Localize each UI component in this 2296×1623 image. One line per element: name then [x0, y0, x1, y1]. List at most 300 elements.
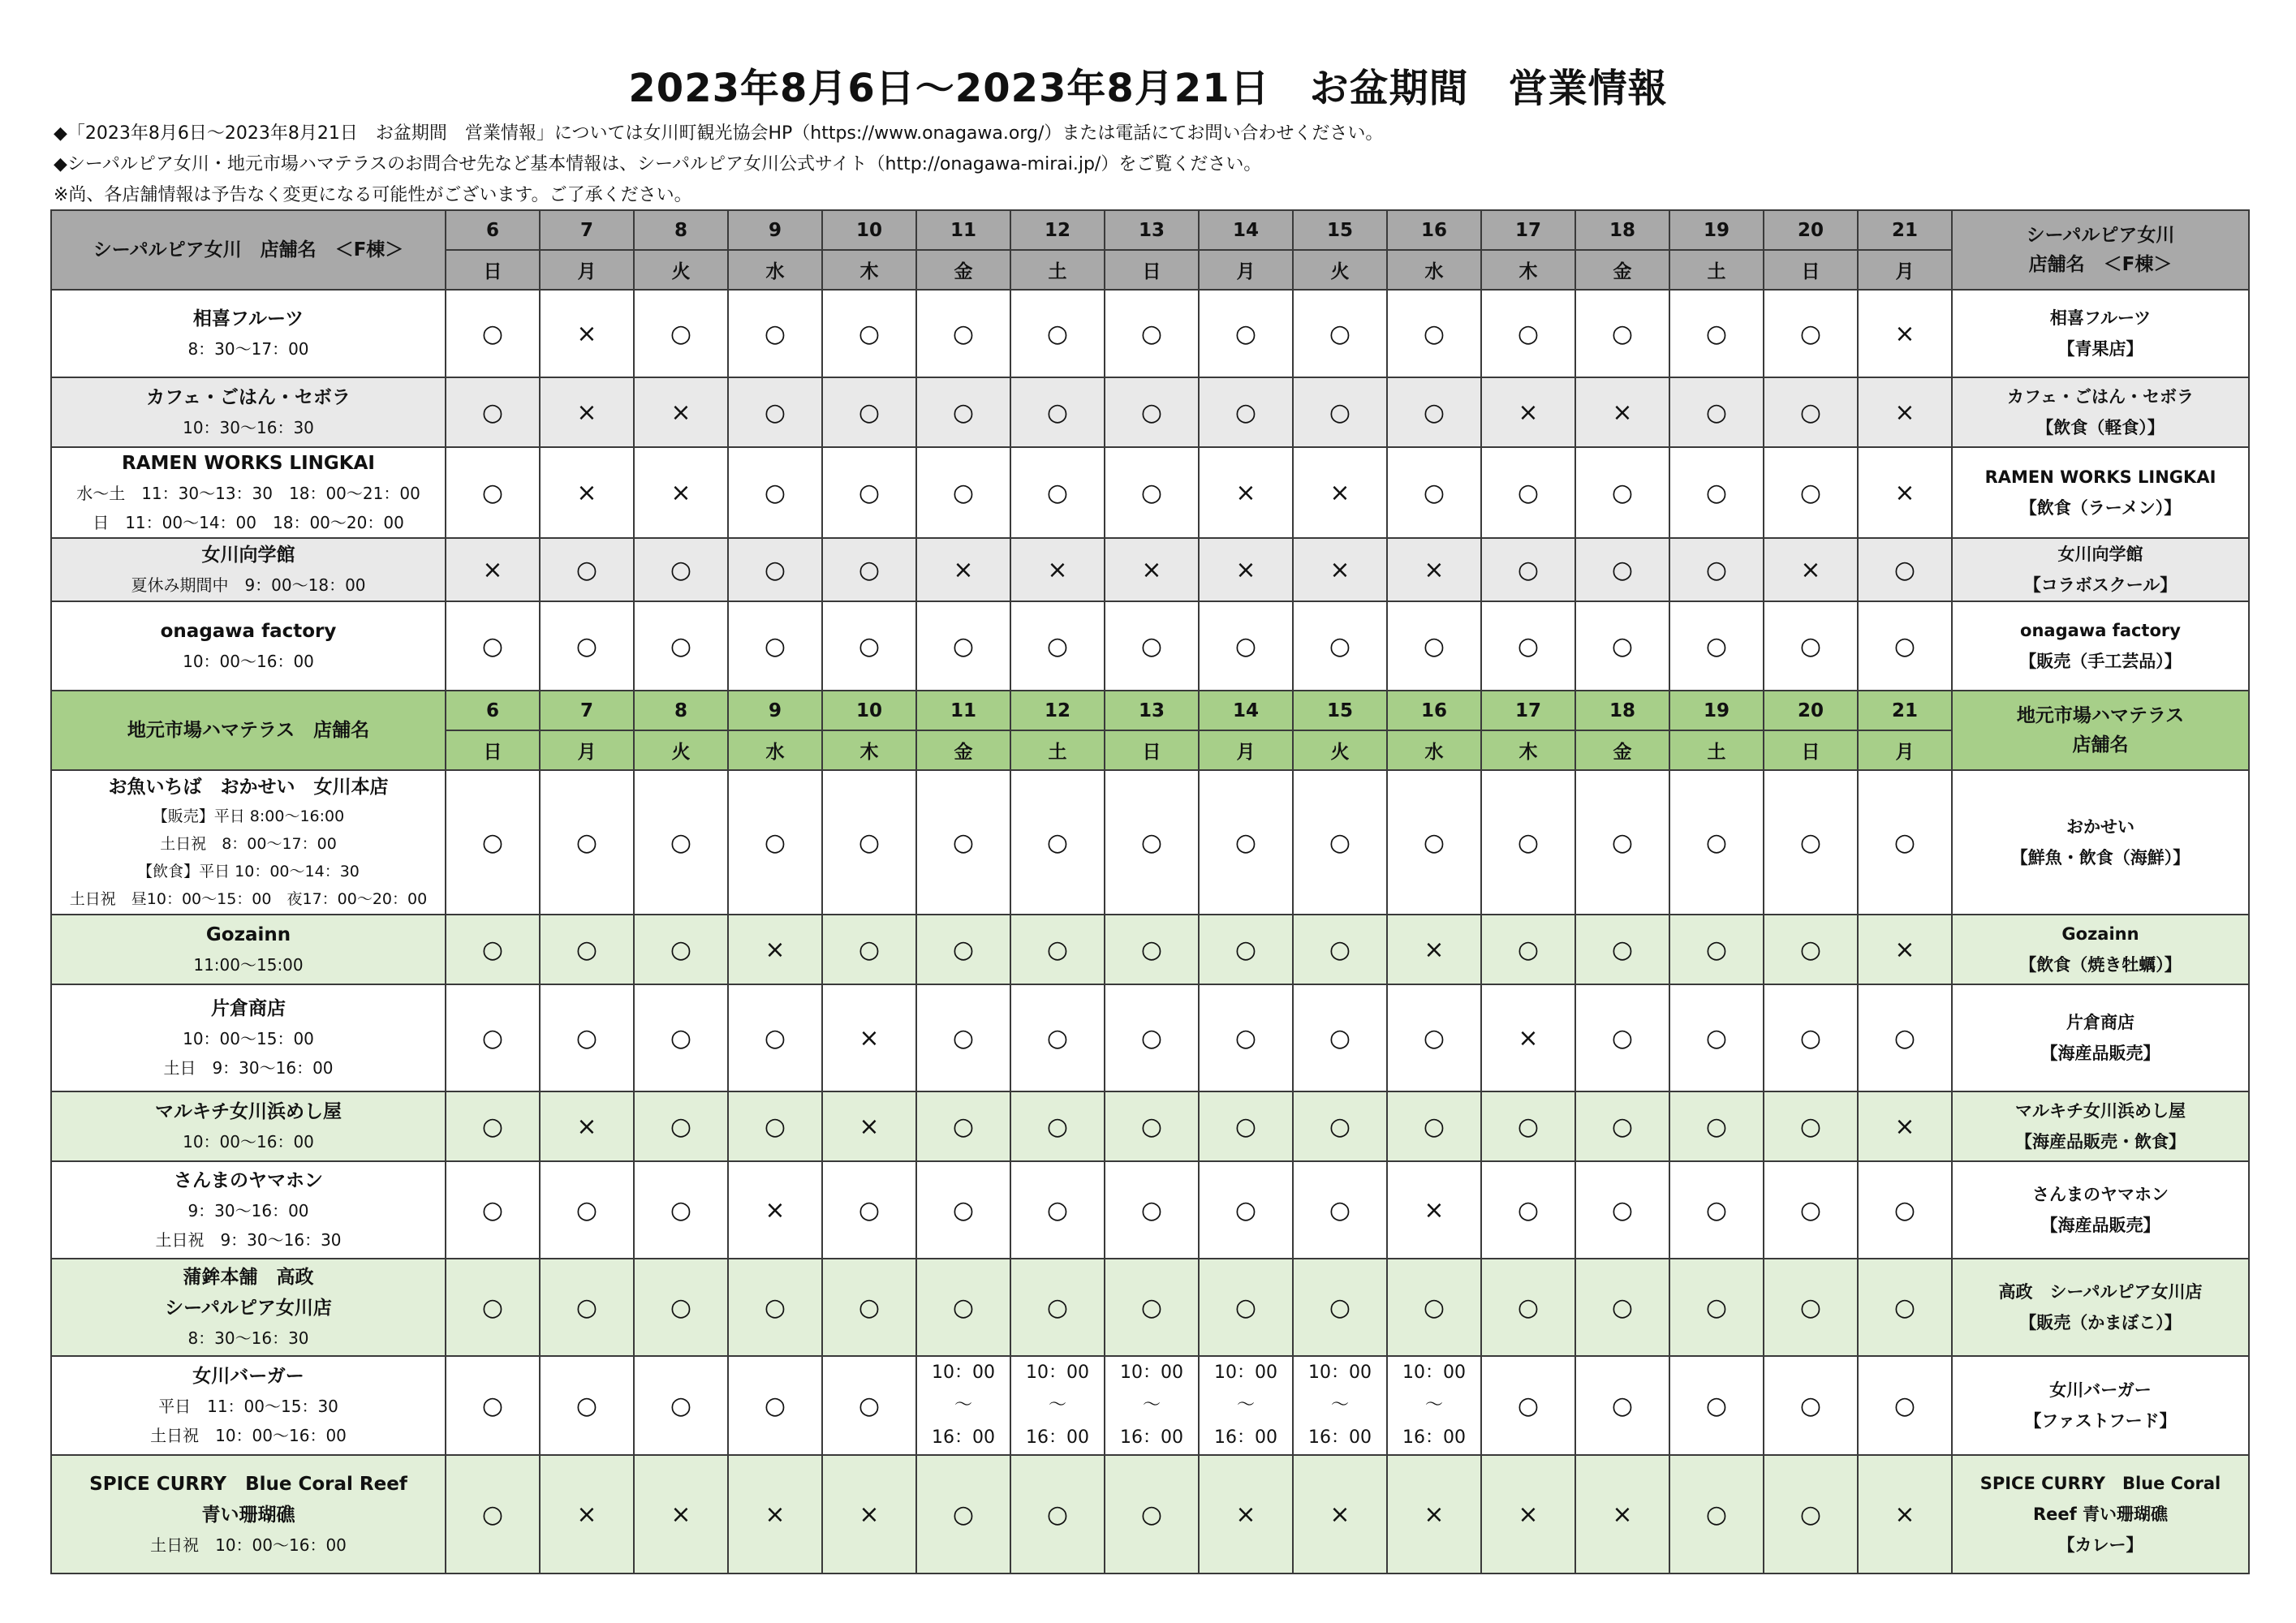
closed-mark: ×: [822, 1455, 916, 1573]
store-category-line: 【コラボスクール】: [2023, 575, 2178, 595]
store-category-line: 【青果店】: [2057, 339, 2143, 359]
open-mark: ○: [1199, 915, 1293, 984]
store-category-line: SPICE CURRY Blue Coral: [1979, 1474, 2221, 1493]
open-mark: ○: [916, 290, 1010, 377]
open-mark: ○: [1669, 915, 1764, 984]
open-mark: ○: [1481, 770, 1575, 915]
day-number: 10: [822, 691, 916, 730]
day-cell-hours: [916, 1356, 1010, 1455]
store-name-cell: [51, 984, 446, 1091]
open-mark: ○: [822, 290, 916, 377]
store-category-line: onagawa factory: [2020, 621, 2181, 640]
open-mark: ○: [634, 1091, 728, 1161]
open-mark: ○: [634, 290, 728, 377]
store-hours: 8：30～17：00: [187, 339, 309, 359]
open-mark: ○: [1293, 601, 1387, 691]
open-mark: ○: [1669, 770, 1764, 915]
weekday: 火: [1293, 730, 1387, 770]
day-number: 13: [1105, 210, 1199, 250]
open-mark: ○: [1858, 538, 1952, 601]
page-title: 2023年8月6日～2023年8月21日 お盆期間 営業情報: [628, 66, 1668, 111]
weekday: 土: [1669, 730, 1764, 770]
weekday: 月: [1199, 250, 1293, 290]
closed-mark: ×: [1199, 538, 1293, 601]
open-mark: ○: [822, 601, 916, 691]
open-mark: ○: [540, 1356, 634, 1455]
day-number: 11: [916, 691, 1010, 730]
open-mark: ○: [1387, 770, 1481, 915]
open-mark: ○: [728, 1356, 822, 1455]
store-hours: 11:00～15:00: [193, 955, 304, 975]
store-row: [51, 1091, 2249, 1161]
store-name-cell: [51, 770, 446, 915]
day-number: 12: [1010, 691, 1105, 730]
weekday: 日: [1764, 250, 1858, 290]
day-number: 14: [1199, 691, 1293, 730]
open-mark: ○: [1764, 1091, 1858, 1161]
open-mark: ○: [1764, 601, 1858, 691]
open-mark: ○: [1293, 1161, 1387, 1259]
open-mark: ○: [540, 538, 634, 601]
store-name: onagawa factory: [160, 621, 337, 642]
day-number: 18: [1575, 210, 1669, 250]
open-mark: ○: [1105, 915, 1199, 984]
closed-mark: ×: [1858, 447, 1952, 538]
open-mark: ○: [446, 1356, 540, 1455]
open-mark: ○: [1199, 1091, 1293, 1161]
open-mark: ○: [1764, 1259, 1858, 1356]
store-category-line: さんまのヤマホン: [2032, 1185, 2169, 1204]
day-number: 15: [1293, 691, 1387, 730]
open-mark: ○: [1669, 538, 1764, 601]
store-row: [51, 601, 2249, 691]
closed-mark: ×: [634, 447, 728, 538]
weekday: 月: [1858, 730, 1952, 770]
open-mark: ○: [446, 1455, 540, 1573]
special-hours: 10：00 ～ 16：00: [932, 1363, 995, 1448]
header-row: [51, 210, 2249, 250]
store-hours: 土日祝 10：00～16：00: [150, 1426, 347, 1445]
open-mark: ○: [1387, 377, 1481, 447]
day-number: 6: [446, 210, 540, 250]
section-header-right-line: シーパルピア女川: [2026, 225, 2175, 246]
store-hours: 日 11：00～14：00 18：00～20：00: [93, 513, 404, 532]
special-hours: 10：00 ～ 16：00: [1214, 1363, 1277, 1448]
open-mark: ○: [1293, 377, 1387, 447]
open-mark: ○: [446, 1259, 540, 1356]
open-mark: ○: [822, 447, 916, 538]
open-mark: ○: [540, 1161, 634, 1259]
open-mark: ○: [1199, 1161, 1293, 1259]
closed-mark: ×: [1481, 984, 1575, 1091]
open-mark: ○: [1105, 1161, 1199, 1259]
store-category-line: 【ファストフード】: [2024, 1411, 2177, 1431]
store-category-line: 【カレー】: [2057, 1535, 2143, 1555]
store-name: 相喜フルーツ: [192, 308, 304, 329]
weekday: 水: [1387, 730, 1481, 770]
store-category-line: 片倉商店: [2066, 1013, 2134, 1032]
day-number: 21: [1858, 210, 1952, 250]
open-mark: ○: [916, 601, 1010, 691]
store-hours: 土日祝 8：00～17：00: [160, 835, 337, 853]
open-mark: ○: [728, 601, 822, 691]
open-mark: ○: [540, 1259, 634, 1356]
open-mark: ○: [1010, 601, 1105, 691]
open-mark: ○: [1293, 1091, 1387, 1161]
open-mark: ○: [1764, 1356, 1858, 1455]
open-mark: ○: [1105, 290, 1199, 377]
day-number: 13: [1105, 691, 1199, 730]
open-mark: ○: [446, 915, 540, 984]
store-category-line: 【飲食（軽食）】: [2036, 418, 2165, 437]
open-mark: ○: [634, 538, 728, 601]
day-number: 7: [540, 691, 634, 730]
store-name: SPICE CURRY Blue Coral Reef: [89, 1474, 407, 1495]
day-number: 20: [1764, 210, 1858, 250]
day-cell-hours: [1387, 1356, 1481, 1455]
closed-mark: ×: [1387, 538, 1481, 601]
open-mark: ○: [916, 1455, 1010, 1573]
store-hours: 10：00～16：00: [183, 1132, 314, 1152]
open-mark: ○: [728, 447, 822, 538]
open-mark: ○: [1575, 1091, 1669, 1161]
open-mark: ○: [1481, 538, 1575, 601]
open-mark: ○: [1669, 290, 1764, 377]
open-mark: ○: [1575, 447, 1669, 538]
store-category-cell: [1952, 1455, 2249, 1573]
day-number: 8: [634, 691, 728, 730]
open-mark: ○: [634, 984, 728, 1091]
closed-mark: ×: [1293, 1455, 1387, 1573]
open-mark: ○: [1199, 770, 1293, 915]
open-mark: ○: [728, 290, 822, 377]
day-number: 17: [1481, 691, 1575, 730]
open-mark: ○: [1481, 915, 1575, 984]
open-mark: ○: [1387, 1091, 1481, 1161]
open-mark: ○: [1669, 1161, 1764, 1259]
store-row: [51, 447, 2249, 538]
store-name-cell: [51, 538, 446, 601]
open-mark: ○: [446, 290, 540, 377]
closed-mark: ×: [1105, 538, 1199, 601]
store-category-cell: [1952, 915, 2249, 984]
open-mark: ○: [446, 447, 540, 538]
section-hamaterrace: [51, 691, 2249, 1573]
store-category-line: 高政 シーパルピア女川店: [1998, 1282, 2203, 1302]
open-mark: ○: [1575, 770, 1669, 915]
open-mark: ○: [634, 601, 728, 691]
closed-mark: ×: [1010, 538, 1105, 601]
note-line: ◆シーパルピア女川・地元市場ハマテラスのお問合せ先など基本情報は、シーパルピア女川公式サイト（http://onagawa-mirai.jp/）をご覧ください。: [54, 154, 1262, 174]
open-mark: ○: [1764, 1455, 1858, 1573]
open-mark: ○: [1481, 1356, 1575, 1455]
weekday: 火: [634, 730, 728, 770]
closed-mark: ×: [1199, 447, 1293, 538]
store-name: 女川バーガー: [192, 1366, 304, 1387]
store-name-cell: [51, 915, 446, 984]
weekday: 金: [1575, 730, 1669, 770]
store-hours: 【販売】平日 8:00～16:00: [152, 807, 345, 825]
open-mark: ○: [1481, 1091, 1575, 1161]
section-header-left: シーパルピア女川 店舗名 ＜F棟＞: [51, 210, 446, 290]
weekday: 木: [822, 250, 916, 290]
open-mark: ○: [1010, 1259, 1105, 1356]
open-mark: ○: [446, 984, 540, 1091]
store-row: [51, 1161, 2249, 1259]
open-mark: ○: [1764, 984, 1858, 1091]
open-mark: ○: [446, 1161, 540, 1259]
weekday: 金: [916, 730, 1010, 770]
open-mark: ○: [728, 377, 822, 447]
store-category-cell: [1952, 1259, 2249, 1356]
open-mark: ○: [1387, 601, 1481, 691]
open-mark: ○: [1764, 447, 1858, 538]
section-header-right-line: 地元市場ハマテラス: [2016, 705, 2185, 726]
day-cell-hours: [1105, 1356, 1199, 1455]
open-mark: ○: [1669, 1356, 1764, 1455]
closed-mark: ×: [634, 377, 728, 447]
closed-mark: ×: [728, 915, 822, 984]
weekday: 月: [1199, 730, 1293, 770]
open-mark: ○: [1575, 1259, 1669, 1356]
store-category-line: RAMEN WORKS LINGKAI: [1984, 467, 2216, 487]
open-mark: ○: [916, 1161, 1010, 1259]
open-mark: ○: [916, 984, 1010, 1091]
open-mark: ○: [1010, 447, 1105, 538]
open-mark: ○: [1010, 915, 1105, 984]
weekday: 金: [1575, 250, 1669, 290]
closed-mark: ×: [1387, 1455, 1481, 1573]
special-hours: 10：00 ～ 16：00: [1308, 1363, 1372, 1448]
section-header-right: [1952, 210, 2249, 290]
day-number: 19: [1669, 210, 1764, 250]
store-name: 蒲鉾本舗 高政: [183, 1267, 314, 1288]
weekday: 日: [446, 730, 540, 770]
open-mark: ○: [1575, 538, 1669, 601]
open-mark: ○: [916, 1091, 1010, 1161]
store-hours: 平日 11：00～15：30: [158, 1397, 338, 1416]
open-mark: ○: [1199, 377, 1293, 447]
store-name: 女川向学館: [201, 545, 295, 566]
open-mark: ○: [446, 770, 540, 915]
weekday: 日: [1105, 250, 1199, 290]
closed-mark: ×: [634, 1455, 728, 1573]
open-mark: ○: [822, 538, 916, 601]
section-header-right-line: 店舗名: [2072, 734, 2129, 756]
open-mark: ○: [1669, 1259, 1764, 1356]
open-mark: ○: [1199, 1259, 1293, 1356]
store-name: カフェ・ごはん・セボラ: [146, 387, 351, 408]
store-hours: 土日祝 昼10：00～15：00 夜17：00～20：00: [69, 890, 428, 908]
closed-mark: ×: [540, 377, 634, 447]
open-mark: ○: [916, 915, 1010, 984]
section-header-right-line: 店舗名 ＜F棟＞: [2028, 254, 2173, 275]
open-mark: ○: [1764, 1161, 1858, 1259]
day-cell-hours: [1293, 1356, 1387, 1455]
closed-mark: ×: [1387, 915, 1481, 984]
store-name-cell: [51, 447, 446, 538]
store-name: マルキチ女川浜めし屋: [155, 1101, 342, 1122]
store-hours: 10：00～16：00: [183, 652, 314, 671]
open-mark: ○: [1105, 377, 1199, 447]
open-mark: ○: [1010, 770, 1105, 915]
day-cell-hours: [1199, 1356, 1293, 1455]
store-category-cell: [1952, 1091, 2249, 1161]
store-row: [51, 377, 2249, 447]
store-name: お魚いちば おかせい 女川本店: [108, 777, 389, 798]
weekday: 日: [1764, 730, 1858, 770]
open-mark: ○: [822, 1161, 916, 1259]
closed-mark: ×: [916, 538, 1010, 601]
open-mark: ○: [1575, 915, 1669, 984]
open-mark: ○: [1387, 290, 1481, 377]
store-category-line: Reef 青い珊瑚礁: [2032, 1505, 2169, 1524]
store-hours: 夏休み期間中 9：00～18：00: [131, 575, 366, 595]
day-number: 16: [1387, 691, 1481, 730]
open-mark: ○: [728, 538, 822, 601]
store-name: Gozainn: [205, 924, 291, 945]
weekday: 木: [1481, 730, 1575, 770]
store-category-cell: [1952, 538, 2249, 601]
open-mark: ○: [1105, 601, 1199, 691]
closed-mark: ×: [728, 1161, 822, 1259]
open-mark: ○: [1293, 290, 1387, 377]
open-mark: ○: [540, 984, 634, 1091]
store-row: [51, 1455, 2249, 1573]
closed-mark: ×: [1575, 1455, 1669, 1573]
store-name-cell: [51, 1259, 446, 1356]
open-mark: ○: [1010, 1455, 1105, 1573]
day-number: 9: [728, 691, 822, 730]
open-mark: ○: [634, 1356, 728, 1455]
weekday: 水: [728, 250, 822, 290]
weekday: 月: [540, 730, 634, 770]
open-mark: ○: [1575, 601, 1669, 691]
note-line: ※尚、各店舗情報は予告なく変更になる可能性がございます。ご了承ください。: [54, 185, 692, 205]
closed-mark: ×: [1199, 1455, 1293, 1573]
store-name: 片倉商店: [211, 998, 286, 1019]
store-row: [51, 1259, 2249, 1356]
open-mark: ○: [1293, 770, 1387, 915]
weekday: 水: [728, 730, 822, 770]
open-mark: ○: [1105, 1091, 1199, 1161]
closed-mark: ×: [1764, 538, 1858, 601]
special-hours: 10：00 ～ 16：00: [1026, 1363, 1089, 1448]
store-hours: 水～土 11：30～13：30 18：00～21：00: [76, 484, 420, 503]
weekday: 日: [1105, 730, 1199, 770]
store-name-cell: [51, 1091, 446, 1161]
open-mark: ○: [916, 1259, 1010, 1356]
open-mark: ○: [634, 1161, 728, 1259]
day-number: 17: [1481, 210, 1575, 250]
open-mark: ○: [1199, 290, 1293, 377]
open-mark: ○: [1481, 1161, 1575, 1259]
closed-mark: ×: [1387, 1161, 1481, 1259]
store-name-cell: [51, 601, 446, 691]
open-mark: ○: [540, 601, 634, 691]
open-mark: ○: [1858, 984, 1952, 1091]
store-category-line: 【飲食（焼き牡蠣）】: [2019, 955, 2182, 975]
open-mark: ○: [1293, 984, 1387, 1091]
open-mark: ○: [1105, 1455, 1199, 1573]
open-mark: ○: [634, 1259, 728, 1356]
special-hours: 10：00 ～ 16：00: [1120, 1363, 1183, 1448]
open-mark: ○: [1481, 601, 1575, 691]
open-mark: ○: [1669, 984, 1764, 1091]
day-cell-hours: [1010, 1356, 1105, 1455]
closed-mark: ×: [728, 1455, 822, 1573]
store-category-cell: [1952, 290, 2249, 377]
store-hours: 10：00～15：00: [183, 1029, 314, 1048]
open-mark: ○: [1764, 915, 1858, 984]
day-number: 10: [822, 210, 916, 250]
open-mark: ○: [822, 915, 916, 984]
open-mark: ○: [1387, 447, 1481, 538]
open-mark: ○: [446, 1091, 540, 1161]
open-mark: ○: [1764, 377, 1858, 447]
open-mark: ○: [1858, 1161, 1952, 1259]
day-number: 18: [1575, 691, 1669, 730]
open-mark: ○: [1575, 1161, 1669, 1259]
closed-mark: ×: [1481, 377, 1575, 447]
day-number: 12: [1010, 210, 1105, 250]
store-hours: 【飲食】平日 10：00～14：30: [137, 863, 360, 880]
store-row: [51, 984, 2249, 1091]
weekday: 月: [540, 250, 634, 290]
day-number: 14: [1199, 210, 1293, 250]
weekday: 土: [1010, 730, 1105, 770]
store-category-cell: [1952, 1356, 2249, 1455]
open-mark: ○: [1010, 1161, 1105, 1259]
store-category-line: 【海産品販売】: [2040, 1044, 2160, 1063]
closed-mark: ×: [540, 290, 634, 377]
day-number: 20: [1764, 691, 1858, 730]
weekday: 土: [1010, 250, 1105, 290]
note-line: ◆「2023年8月6日～2023年8月21日 お盆期間 営業情報」については女川町観光協会HP（https://www.onagawa.org/）または電話にてお問い合わせください。: [54, 123, 1384, 144]
day-number: 15: [1293, 210, 1387, 250]
day-number: 11: [916, 210, 1010, 250]
store-category-cell: [1952, 770, 2249, 915]
open-mark: ○: [540, 770, 634, 915]
open-mark: ○: [822, 377, 916, 447]
open-mark: ○: [916, 770, 1010, 915]
open-mark: ○: [1010, 984, 1105, 1091]
closed-mark: ×: [1293, 447, 1387, 538]
store-name-cell: [51, 290, 446, 377]
open-mark: ○: [1481, 447, 1575, 538]
open-mark: ○: [1387, 984, 1481, 1091]
open-mark: ○: [634, 770, 728, 915]
open-mark: ○: [1858, 1356, 1952, 1455]
open-mark: ○: [1858, 1259, 1952, 1356]
weekday: 火: [634, 250, 728, 290]
open-mark: ○: [1293, 1259, 1387, 1356]
weekday: 木: [822, 730, 916, 770]
open-mark: ○: [1199, 601, 1293, 691]
closed-mark: ×: [1858, 1455, 1952, 1573]
open-mark: ○: [1669, 1091, 1764, 1161]
store-name: RAMEN WORKS LINGKAI: [122, 453, 375, 474]
open-mark: ○: [1199, 984, 1293, 1091]
open-mark: ○: [1387, 1259, 1481, 1356]
store-row: [51, 770, 2249, 915]
section-header-right: [1952, 691, 2249, 770]
weekday: 水: [1387, 250, 1481, 290]
open-mark: ○: [1293, 915, 1387, 984]
store-name-cell: [51, 1455, 446, 1573]
store-category-line: マルキチ女川浜めし屋: [2015, 1101, 2186, 1121]
store-category-line: 【海産品販売・飲食】: [2015, 1132, 2186, 1152]
